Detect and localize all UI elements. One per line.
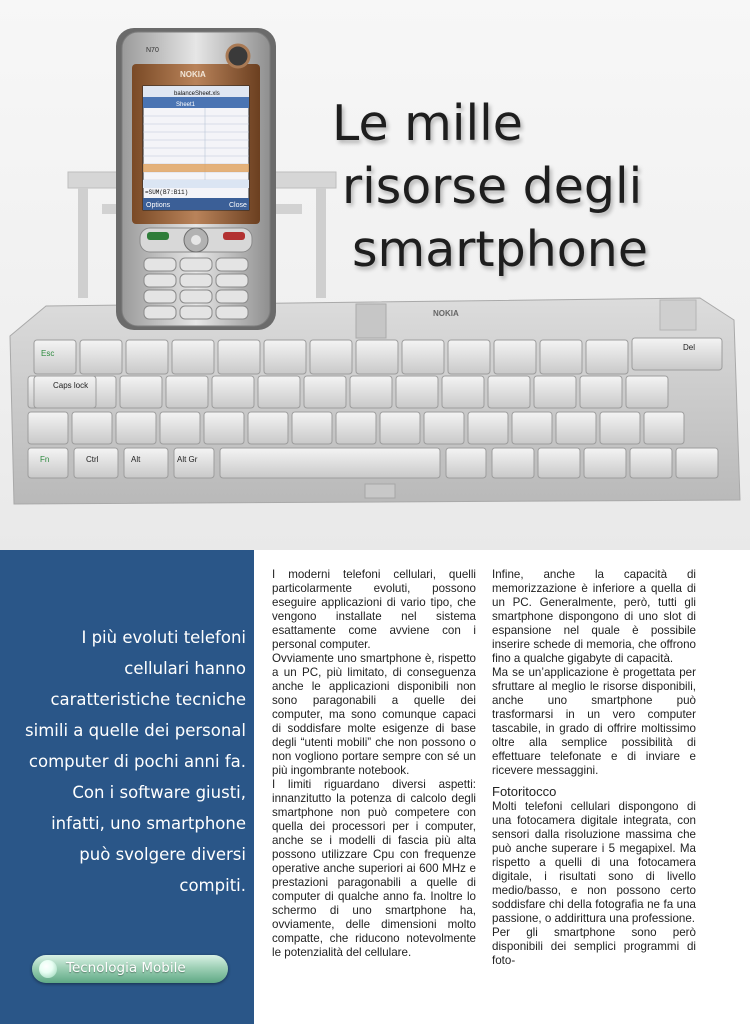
keyboard-key xyxy=(584,448,626,478)
keyboard-key xyxy=(72,412,112,444)
paragraph: Infine, anche la capacità di memorizzazione è inferiore a quella di un PC. Generalmente, però, tutti gli smartphone dispongono di uno slot di espansione nel quale è possibile inserire schede di memoria, che offrono fino a qualche gigabyte di capacità. xyxy=(492,568,696,665)
keyboard-key xyxy=(248,412,288,444)
keyboard-key xyxy=(538,448,580,478)
keyboard-key xyxy=(676,448,718,478)
keyboard-key xyxy=(28,412,68,444)
paragraph: Ovviamente uno smartphone è, rispetto a un PC, più limitato, di conseguenza anche le applicazioni disponibili non sono paragonabili a quelle dei computer, ma sono comunque capaci di soddisfare molte esigenze di base degli “utenti mobili” che non possono o non vogliono portare sempre con sé un più ingombrante notebook. xyxy=(272,652,476,777)
keyboard-key xyxy=(492,448,534,478)
keyboard-key xyxy=(580,376,622,408)
screen-sheet-tab: Sheet1 xyxy=(176,102,196,108)
paragraph: I moderni telefoni cellulari, quelli particolarmente evoluti, possono eseguire applicazioni di vario tipo, che vengono installate nel sistema esattamente come avviene con i personal computer. xyxy=(272,568,476,651)
key-caps-lock: Caps lock xyxy=(53,381,89,390)
keyboard-key xyxy=(586,340,628,374)
phone-key xyxy=(144,258,176,271)
keyboard-key xyxy=(80,340,122,374)
phone-key xyxy=(180,290,212,303)
keyboard-key xyxy=(220,448,440,478)
screen-formula: =SUM(B7:B11) xyxy=(145,189,189,196)
phone-key xyxy=(144,290,176,303)
nokia-phone xyxy=(116,28,276,330)
article-column-2 xyxy=(492,568,696,968)
keyboard-key xyxy=(540,340,582,374)
keyboard-key xyxy=(446,448,486,478)
phone-key xyxy=(216,290,248,303)
phone-model: N70 xyxy=(146,47,159,54)
keyboard-key xyxy=(556,412,596,444)
keyboard-key xyxy=(424,412,464,444)
key-del: Del xyxy=(683,343,696,352)
key-alt-gr: Alt Gr xyxy=(177,455,198,464)
keyboard-key xyxy=(494,340,536,374)
keyboard-key xyxy=(442,376,484,408)
folding-keyboard xyxy=(10,298,740,504)
keyboard-key xyxy=(126,340,168,374)
keyboard-key xyxy=(396,376,438,408)
keyboard-key xyxy=(172,340,214,374)
lead-sidebar xyxy=(0,550,254,1024)
keyboard-key xyxy=(632,338,722,370)
phone-key xyxy=(216,306,248,319)
phone-key xyxy=(180,258,212,271)
keyboard-key xyxy=(488,376,530,408)
keyboard-key xyxy=(644,412,684,444)
phone-key xyxy=(216,258,248,271)
phone-brand: NOKIA xyxy=(180,70,206,79)
keyboard-key xyxy=(304,376,346,408)
keyboard-key xyxy=(204,412,244,444)
keyboard-key xyxy=(402,340,444,374)
keyboard-key xyxy=(292,412,332,444)
keyboard-key xyxy=(350,376,392,408)
keyboard-key xyxy=(218,340,260,374)
paragraph: Ma se un’applicazione è progettata per sfruttare al meglio le risorse disponibili, anche uno smartphone può trasformarsi in un vero computer tascabile, in grado di offrire moltissimo oltre alla semplice possibilità di effettuare telefonate e di inviare e ricevere messaggini. xyxy=(492,666,696,777)
section-tag xyxy=(32,955,228,983)
paragraph: Molti telefoni cellulari dispongono di una fotocamera digitale integrata, con sensori dalla risoluzione massima che può anche superare i 5 megapixel. Ma rispetto a quelli di una fotocamera digitale, i risultati sono di livello medio/basso, e non possono certo soddisfare chi della fotografia ne fa una passione, o addirittura una professione. xyxy=(492,800,696,925)
phone-key xyxy=(180,306,212,319)
keyboard-key xyxy=(310,340,352,374)
keyboard-key xyxy=(600,412,640,444)
section-tag-label: Tecnologia Mobile xyxy=(66,960,186,976)
key-fn: Fn xyxy=(40,455,50,464)
key-ctrl: Ctrl xyxy=(86,455,99,464)
keyboard-key xyxy=(512,412,552,444)
keyboard-key xyxy=(448,340,490,374)
softkey-right: Close xyxy=(229,202,247,209)
phone-key xyxy=(216,274,248,287)
keyboard-key xyxy=(626,376,668,408)
lead-paragraph: I più evoluti telefoni cellulari hanno caratteristiche tecniche simili a quelle dei personal computer di pochi anni fa. Con i software giusti, infatti, uno smartphone può svolgere diversi compiti. xyxy=(25,628,246,895)
keyboard-key xyxy=(630,448,672,478)
article-title xyxy=(328,92,728,281)
keyboard-key xyxy=(120,376,162,408)
phone-key xyxy=(180,274,212,287)
paragraph: I limiti riguardano diversi aspetti: innanzitutto la potenza di calcolo degli smartphone non può competere con quella dei processori per i computer, anche se i modelli di fascia più alta possono utilizzare Cpu con frequenze operative anche superiori ai 600 MHz e prestazioni paragonabili a quelle di computer di qualche anno fa. Inoltre lo schermo di uno smartphone ha, ovviamente, delle dimensioni molto compatte, che riducono notevolmente le potenzialità del cellulare. xyxy=(272,778,476,959)
keyboard-key xyxy=(264,340,306,374)
keyboard-key xyxy=(160,412,200,444)
key-alt: Alt xyxy=(131,455,141,464)
camera-icon xyxy=(227,45,249,67)
article-column-1 xyxy=(272,568,476,960)
phone-key xyxy=(144,274,176,287)
keyboard-key xyxy=(336,412,376,444)
section-heading: Fotoritocco xyxy=(492,784,557,799)
keyboard-key xyxy=(258,376,300,408)
keyboard-key xyxy=(356,340,398,374)
title-line-2: risorse degli xyxy=(342,158,643,215)
keyboard-key xyxy=(380,412,420,444)
keyboard-key xyxy=(534,376,576,408)
paragraph: Per gli smartphone sono però disponibili dei semplici programmi di foto- xyxy=(492,926,696,967)
keyboard-key xyxy=(212,376,254,408)
phone-key xyxy=(144,306,176,319)
softkey-left: Options xyxy=(146,202,171,209)
title-line-3: smartphone xyxy=(352,221,648,278)
keyboard-brand: NOKIA xyxy=(433,309,459,318)
keyboard-key xyxy=(116,412,156,444)
key-esc: Esc xyxy=(41,349,55,358)
keyboard-key xyxy=(166,376,208,408)
title-line-1: Le mille xyxy=(332,95,523,152)
screen-file-name: balanceSheet.xls xyxy=(174,91,220,97)
keyboard-key xyxy=(468,412,508,444)
bullet-icon xyxy=(39,960,57,978)
